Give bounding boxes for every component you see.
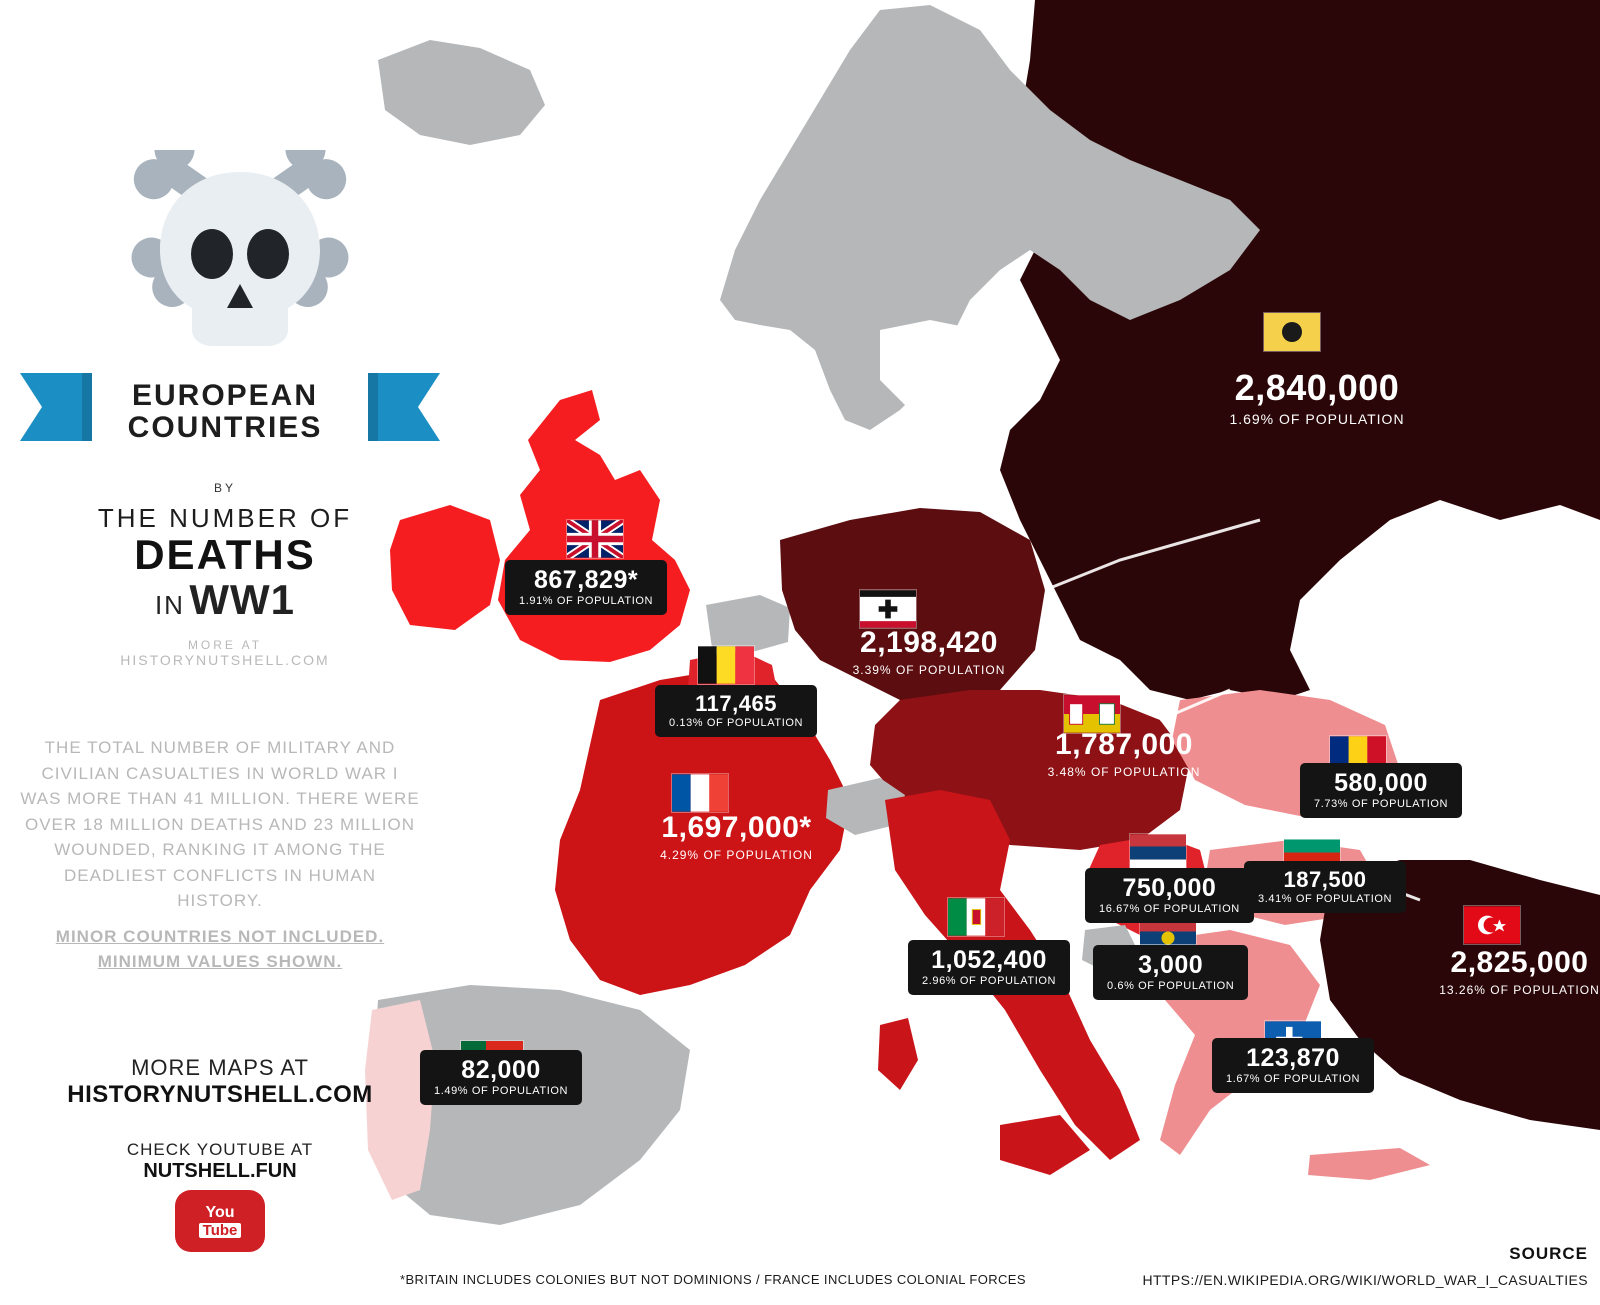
deaths-value: 2,840,000: [1234, 367, 1400, 408]
more-maps-line1: MORE MAPS AT: [131, 1055, 309, 1080]
population-pct: 1.91% OF POPULATION: [519, 595, 654, 608]
deaths-value: 123,870: [1246, 1044, 1340, 1072]
russian-empire-flag: [1263, 312, 1321, 352]
population-pct: 7.73% OF POPULATION: [1314, 798, 1449, 811]
ribbon-line2: COUNTRIES: [127, 410, 323, 444]
source-label: SOURCE: [1509, 1244, 1588, 1263]
population-pct: 16.67% OF POPULATION: [1099, 903, 1240, 916]
ottoman-flag: [1463, 905, 1521, 945]
deaths-value: 82,000: [461, 1056, 541, 1084]
title-in: IN: [154, 590, 185, 620]
more-at-label: MORE AT: [187, 638, 263, 652]
serbia-flag: [1129, 833, 1187, 873]
skull-and-crossbones-icon: [120, 150, 360, 350]
label-italy: [908, 940, 1070, 995]
label-france: [625, 805, 848, 870]
youtube-logo-bottom: Tube: [199, 1223, 242, 1238]
deaths-value: 3,000: [1138, 951, 1204, 979]
deaths-value: 2,198,420: [860, 626, 998, 659]
label-romania: [1300, 763, 1462, 818]
belgium-flag: [697, 645, 755, 685]
more-at-site: HISTORYNUTSHELL.COM: [120, 652, 330, 668]
label-ottoman-empire: [1418, 940, 1600, 1005]
population-pct: 3.48% OF POPULATION: [1047, 764, 1201, 779]
country-netherlands: [706, 595, 790, 652]
more-maps-block: [20, 1055, 420, 1109]
by-label: BY: [213, 481, 236, 495]
label-austria-hungary: [1015, 722, 1233, 787]
deaths-value: 187,500: [1283, 867, 1367, 892]
population-pct: 4.29% OF POPULATION: [660, 847, 813, 862]
deaths-value: 1,697,000*: [661, 811, 812, 844]
population-pct: 3.41% OF POPULATION: [1258, 893, 1393, 906]
label-belgium: [655, 685, 817, 737]
deaths-value: 2,825,000: [1450, 946, 1589, 979]
title-ww1: WW1: [189, 576, 296, 623]
population-pct: 13.26% OF POPULATION: [1439, 982, 1600, 997]
label-montenegro: [1093, 945, 1248, 1000]
blurb-text: THE TOTAL NUMBER OF MILITARY AND CIVILIAN CASUALTIES IN WORLD WAR I WAS MORE THAN 41 MILLION. THERE WERE OVER 18 MILLION DEATHS AND 23 MILLION WOUNDED, RANKING IT AMONG THE DEADLIEST CONFLICTS IN HUMAN HISTORY.: [20, 738, 420, 910]
population-pct: 1.67% OF POPULATION: [1226, 1073, 1361, 1086]
youtube-logo-top: You: [205, 1203, 235, 1221]
label-bulgaria: [1244, 861, 1406, 913]
deaths-value: 1,052,400: [931, 946, 1047, 974]
population-pct: 2.96% OF POPULATION: [922, 975, 1057, 988]
footer-note: *BRITAIN INCLUDES COLONIES BUT NOT DOMINIONS / FRANCE INCLUDES COLONIAL FORCES: [400, 1272, 1026, 1287]
deaths-value: 580,000: [1334, 769, 1428, 797]
population-pct: 1.49% OF POPULATION: [434, 1085, 569, 1098]
title-block: [30, 380, 420, 668]
youtube-line1: CHECK YOUTUBE AT: [126, 1140, 314, 1159]
blurb-note-1: MINOR COUNTRIES NOT INCLUDED.: [55, 926, 385, 946]
ribbon-line1: EUROPEAN: [131, 379, 319, 412]
label-serbia: [1085, 868, 1254, 923]
more-maps-line2[interactable]: HISTORYNUTSHELL.COM: [67, 1081, 373, 1108]
title-deaths: DEATHS: [134, 531, 316, 578]
population-pct: 0.13% OF POPULATION: [669, 717, 804, 730]
label-german-empire: [820, 620, 1038, 685]
blurb-note-2: MINIMUM VALUES SHOWN.: [97, 952, 343, 971]
blurb: [20, 735, 420, 975]
source-url[interactable]: HTTPS://EN.WIKIPEDIA.ORG/WIKI/WORLD_WAR_I_CASUALTIES: [1142, 1272, 1588, 1288]
bulgaria-flag: [1283, 826, 1341, 866]
label-united-kingdom: [505, 560, 667, 615]
deaths-value: 1,787,000: [1055, 728, 1193, 761]
label-russian-empire: [1183, 362, 1451, 435]
deaths-value: 117,465: [695, 691, 777, 716]
deaths-value: 750,000: [1122, 874, 1217, 902]
youtube-icon[interactable]: [175, 1190, 265, 1252]
population-pct: 3.39% OF POPULATION: [852, 662, 1006, 677]
label-portugal: [420, 1050, 582, 1105]
label-greece: [1212, 1038, 1374, 1093]
uk-flag: [566, 519, 624, 559]
check-youtube-block: [20, 1140, 420, 1183]
title-line1: THE NUMBER OF: [97, 503, 353, 533]
left-info-panel: [0, 0, 420, 1305]
deaths-value: 867,829*: [533, 566, 639, 594]
youtube-line2[interactable]: NUTSHELL.FUN: [143, 1160, 297, 1182]
population-pct: 0.6% OF POPULATION: [1107, 980, 1235, 993]
population-pct: 1.69% OF POPULATION: [1229, 410, 1405, 427]
italy-flag: [947, 897, 1005, 937]
